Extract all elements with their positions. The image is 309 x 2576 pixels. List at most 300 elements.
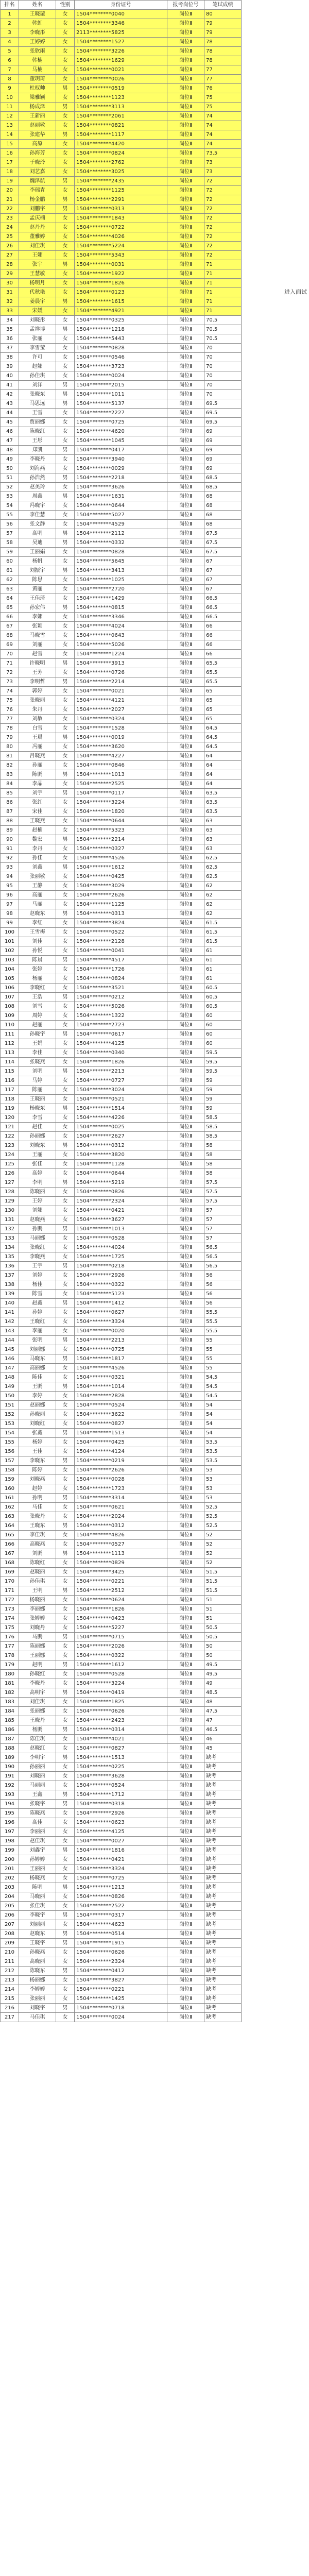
row-rank: 176 xyxy=(1,1633,19,1642)
table-row xyxy=(1,733,281,742)
row-rank: 207 xyxy=(1,1920,19,1929)
row-name: 马楠 xyxy=(19,65,56,75)
row-post: 岗位Ⅱ xyxy=(167,1623,204,1633)
row-score: 缺考 xyxy=(204,1790,242,1800)
row-name: 陈思 xyxy=(19,575,56,585)
row-note-cell xyxy=(242,668,281,677)
row-rank: 146 xyxy=(1,1354,19,1364)
row-rank: 23 xyxy=(1,214,19,223)
row-post: 岗位Ⅱ xyxy=(167,427,204,436)
row-post: 岗位Ⅱ xyxy=(167,928,204,937)
row-name: 刘鹏 xyxy=(19,1549,56,1558)
row-name: 杨晓燕 xyxy=(19,1874,56,1883)
row-rank: 174 xyxy=(1,1614,19,1623)
row-gender: 男 xyxy=(56,659,75,668)
row-name: 陈佳 xyxy=(19,1373,56,1382)
row-score: 74 xyxy=(204,112,242,121)
row-rank: 78 xyxy=(1,724,19,733)
row-id-number: 1504********2512 xyxy=(75,1586,167,1596)
row-gender: 男 xyxy=(56,770,75,779)
row-note-cell xyxy=(242,585,281,594)
row-rank: 73 xyxy=(1,677,19,687)
row-gender: 女 xyxy=(56,1206,75,1215)
row-post: 岗位Ⅱ xyxy=(167,1855,204,1865)
row-id-number: 1504********0322 xyxy=(75,1280,167,1290)
table-row xyxy=(1,232,281,242)
row-gender: 男 xyxy=(56,863,75,872)
row-rank: 157 xyxy=(1,1456,19,1466)
row-gender: 女 xyxy=(56,817,75,826)
row-id-number: 1504********2423 xyxy=(75,1716,167,1725)
table-row xyxy=(1,1735,281,1744)
row-note-cell xyxy=(242,1373,281,1382)
row-post: 岗位Ⅱ xyxy=(167,789,204,798)
table-row xyxy=(1,1772,281,1781)
row-id-number: 1504********3627 xyxy=(75,1215,167,1225)
row-post: 岗位Ⅱ xyxy=(167,946,204,956)
row-gender: 女 xyxy=(56,242,75,251)
row-gender: 女 xyxy=(56,371,75,381)
row-note-cell xyxy=(242,1382,281,1392)
row-id-number: 1504********4826 xyxy=(75,1531,167,1540)
row-id-number: 1504********3324 xyxy=(75,1865,167,1874)
row-gender: 女 xyxy=(56,1039,75,1048)
row-id-number: 1504********2926 xyxy=(75,1809,167,1818)
row-id-number: 1504********0312 xyxy=(75,1141,167,1150)
row-note-cell xyxy=(242,1401,281,1410)
row-id-number: 1504********4026 xyxy=(75,232,167,242)
row-gender: 女 xyxy=(56,464,75,473)
row-name: 陈雪 xyxy=(19,1290,56,1299)
row-id-number: 1504********1820 xyxy=(75,807,167,817)
row-score: 72 xyxy=(204,232,242,242)
row-id-number: 1504********0846 xyxy=(75,761,167,770)
row-note-cell xyxy=(242,1892,281,1902)
row-id-number: 1504********3827 xyxy=(75,1976,167,1985)
row-id-number: 1504********0726 xyxy=(75,668,167,677)
row-name: 王芳 xyxy=(19,668,56,677)
row-post: 岗位Ⅱ xyxy=(167,473,204,483)
row-rank: 35 xyxy=(1,325,19,334)
row-post: 岗位Ⅱ xyxy=(167,557,204,566)
row-name: 王慧敏 xyxy=(19,269,56,279)
row-post: 岗位Ⅱ xyxy=(167,1030,204,1039)
row-name: 董雅婷 xyxy=(19,232,56,242)
row-post: 岗位Ⅱ xyxy=(167,511,204,520)
row-id-number: 1504********1224 xyxy=(75,650,167,659)
row-name: 张明 xyxy=(19,1336,56,1345)
table-row xyxy=(1,650,281,659)
row-name: 刘敏 xyxy=(19,715,56,724)
row-gender: 女 xyxy=(56,1058,75,1067)
row-score: 71 xyxy=(204,260,242,269)
row-score: 56 xyxy=(204,1290,242,1299)
row-name: 张佳 xyxy=(19,1160,56,1169)
table-row xyxy=(1,1178,281,1188)
row-id-number: 1504********3940 xyxy=(75,455,167,464)
row-score: 72 xyxy=(204,177,242,186)
row-post: 岗位Ⅱ xyxy=(167,1466,204,1475)
row-name: 张鑫 xyxy=(19,1429,56,1438)
row-post: 岗位Ⅱ xyxy=(167,1419,204,1429)
row-name: 赵鑫 xyxy=(19,1299,56,1308)
row-score: 77 xyxy=(204,65,242,75)
row-name: 王晓丽 xyxy=(19,1095,56,1104)
row-rank: 124 xyxy=(1,1150,19,1160)
row-id-number: 1504********5219 xyxy=(75,1178,167,1188)
row-score: 51 xyxy=(204,1614,242,1623)
table-row xyxy=(1,1299,281,1308)
row-score: 79 xyxy=(204,19,242,28)
row-note-cell xyxy=(242,520,281,529)
row-score: 71 xyxy=(204,279,242,288)
row-post: 岗位Ⅱ xyxy=(167,1605,204,1614)
row-name: 赵晓东 xyxy=(19,909,56,919)
row-name: 李雪 xyxy=(19,1113,56,1123)
row-name: 李晓丹 xyxy=(19,455,56,464)
row-id-number: 1504********0419 xyxy=(75,1688,167,1698)
row-post: 岗位Ⅱ xyxy=(167,10,204,19)
row-rank: 140 xyxy=(1,1299,19,1308)
row-gender: 男 xyxy=(56,566,75,575)
row-name: 刘丽丽 xyxy=(19,1920,56,1929)
row-post: 岗位Ⅱ xyxy=(167,1772,204,1781)
row-note-cell xyxy=(242,1243,281,1252)
row-gender: 女 xyxy=(56,1188,75,1197)
table-row xyxy=(1,56,281,65)
row-id-number: 1504********0425 xyxy=(75,872,167,882)
row-score: 56 xyxy=(204,1280,242,1290)
row-post: 岗位Ⅱ xyxy=(167,1800,204,1809)
row-post: 岗位Ⅱ xyxy=(167,1781,204,1790)
row-note-cell xyxy=(242,455,281,464)
row-score: 缺考 xyxy=(204,1827,242,1837)
row-rank: 215 xyxy=(1,1994,19,2004)
row-note-cell xyxy=(242,1735,281,1744)
row-rank: 205 xyxy=(1,1902,19,1911)
row-name: 张建华 xyxy=(19,130,56,140)
table-row xyxy=(1,668,281,677)
row-rank: 147 xyxy=(1,1364,19,1373)
row-post: 岗位Ⅱ xyxy=(167,56,204,65)
row-score: 缺考 xyxy=(204,1929,242,1939)
row-note-cell xyxy=(242,1698,281,1707)
row-score: 52 xyxy=(204,1540,242,1549)
row-note-cell xyxy=(242,511,281,520)
table-row xyxy=(1,1141,281,1150)
row-name: 刘鑫 xyxy=(19,863,56,872)
row-rank: 136 xyxy=(1,1262,19,1271)
row-score: 57 xyxy=(204,1234,242,1243)
row-rank: 213 xyxy=(1,1976,19,1985)
row-gender: 女 xyxy=(56,1234,75,1243)
row-name: 刘鹏宇 xyxy=(19,205,56,214)
row-note-cell xyxy=(242,937,281,946)
table-row xyxy=(1,946,281,956)
row-gender: 男 xyxy=(56,733,75,742)
row-post: 岗位Ⅱ xyxy=(167,381,204,390)
row-post: 岗位Ⅱ xyxy=(167,1141,204,1150)
row-name: 赵晓东 xyxy=(19,1929,56,1939)
row-post: 岗位Ⅱ xyxy=(167,483,204,492)
row-note-cell xyxy=(242,1558,281,1568)
row-note-cell xyxy=(242,882,281,891)
row-note-cell xyxy=(242,75,281,84)
row-gender: 女 xyxy=(56,75,75,84)
row-post: 岗位Ⅱ xyxy=(167,1123,204,1132)
row-id-number: 1504********5137 xyxy=(75,399,167,409)
row-gender: 女 xyxy=(56,427,75,436)
row-note-cell xyxy=(242,1512,281,1521)
row-post: 岗位Ⅱ xyxy=(167,900,204,909)
row-gender: 男 xyxy=(56,1911,75,1920)
row-score: 64 xyxy=(204,761,242,770)
row-id-number: 1504********0826 xyxy=(75,1892,167,1902)
row-name: 陈丽娜 xyxy=(19,1642,56,1651)
row-gender: 女 xyxy=(56,1280,75,1290)
row-id-number: 1504********0332 xyxy=(75,538,167,548)
row-note-cell xyxy=(242,854,281,863)
row-name: 李晓宇 xyxy=(19,1911,56,1920)
row-name: 杨佳 xyxy=(19,1280,56,1290)
table-row xyxy=(1,1540,281,1549)
row-score: 51 xyxy=(204,1596,242,1605)
row-post: 岗位Ⅱ xyxy=(167,1178,204,1188)
row-name: 刘晓燕 xyxy=(19,1475,56,1484)
row-score: 53.5 xyxy=(204,1456,242,1466)
table-row xyxy=(1,19,281,28)
row-id-number: 1504********0040 xyxy=(75,10,167,19)
row-gender: 女 xyxy=(56,1364,75,1373)
row-score: 67 xyxy=(204,575,242,585)
row-note-cell xyxy=(242,483,281,492)
row-gender: 女 xyxy=(56,1855,75,1865)
row-post: 岗位Ⅱ xyxy=(167,613,204,622)
row-gender: 女 xyxy=(56,1698,75,1707)
row-name: 王晓宇 xyxy=(19,1939,56,1948)
table-row xyxy=(1,492,281,501)
row-name: 刘佳 xyxy=(19,937,56,946)
row-name: 王静 xyxy=(19,882,56,891)
row-note-cell xyxy=(242,38,281,47)
row-gender: 女 xyxy=(56,1642,75,1651)
row-note-cell xyxy=(242,65,281,75)
row-name: 刘艺嘉 xyxy=(19,167,56,177)
row-gender: 男 xyxy=(56,205,75,214)
row-post: 岗位Ⅱ xyxy=(167,1558,204,1568)
row-post: 岗位Ⅱ xyxy=(167,214,204,223)
row-name: 孙晓宇 xyxy=(19,1030,56,1039)
table-row xyxy=(1,909,281,919)
row-name: 孙丽娜 xyxy=(19,1132,56,1141)
row-post: 岗位Ⅱ xyxy=(167,492,204,501)
row-post: 岗位Ⅱ xyxy=(167,1948,204,1957)
table-row xyxy=(1,993,281,1002)
row-score: 缺考 xyxy=(204,1762,242,1772)
row-post: 岗位Ⅱ xyxy=(167,325,204,334)
row-rank: 109 xyxy=(1,1011,19,1021)
row-note-cell xyxy=(242,1215,281,1225)
row-id-number: 1504********0528 xyxy=(75,1670,167,1679)
row-score: 78 xyxy=(204,47,242,56)
row-post: 岗位Ⅱ xyxy=(167,47,204,56)
row-score: 67.5 xyxy=(204,538,242,548)
row-score: 62.5 xyxy=(204,863,242,872)
row-name: 李晓丹 xyxy=(19,1679,56,1688)
row-note-cell xyxy=(242,1902,281,1911)
row-score: 60.5 xyxy=(204,984,242,993)
row-note-cell xyxy=(242,103,281,112)
row-score: 缺考 xyxy=(204,1994,242,2004)
row-gender: 女 xyxy=(56,1327,75,1336)
row-note-cell xyxy=(242,1484,281,1494)
row-rank: 126 xyxy=(1,1169,19,1178)
row-score: 54 xyxy=(204,1410,242,1419)
row-gender: 男 xyxy=(56,1067,75,1076)
table-row xyxy=(1,538,281,548)
row-id-number: 1504********4226 xyxy=(75,1113,167,1123)
row-name: 刘晓红 xyxy=(19,1419,56,1429)
row-rank: 153 xyxy=(1,1419,19,1429)
row-post: 岗位Ⅱ xyxy=(167,779,204,789)
header-rank: 排名 xyxy=(1,1,19,10)
row-score: 59 xyxy=(204,1095,242,1104)
row-id-number: 1504********1826 xyxy=(75,279,167,288)
row-post: 岗位Ⅱ xyxy=(167,316,204,325)
row-name: 黄丽 xyxy=(19,585,56,594)
row-note-cell xyxy=(242,1883,281,1892)
row-score: 63 xyxy=(204,835,242,844)
table-row xyxy=(1,1317,281,1327)
table-row xyxy=(1,640,281,650)
row-rank: 2 xyxy=(1,19,19,28)
row-name: 姜晨宇 xyxy=(19,297,56,307)
row-score: 58 xyxy=(204,1150,242,1160)
table-row xyxy=(1,214,281,223)
row-gender: 男 xyxy=(56,2004,75,2013)
row-note-cell xyxy=(242,47,281,56)
row-gender: 女 xyxy=(56,937,75,946)
row-note-cell xyxy=(242,1456,281,1466)
row-rank: 184 xyxy=(1,1707,19,1716)
row-post: 岗位Ⅱ xyxy=(167,279,204,288)
row-name: 刘丽 xyxy=(19,640,56,650)
row-gender: 女 xyxy=(56,1475,75,1484)
row-id-number: 1504********2435 xyxy=(75,177,167,186)
row-note-cell xyxy=(242,149,281,158)
table-row xyxy=(1,1206,281,1215)
row-name: 王丽丽 xyxy=(19,1865,56,1874)
row-post: 岗位Ⅱ xyxy=(167,149,204,158)
row-note-cell xyxy=(242,844,281,854)
row-note-cell xyxy=(242,205,281,214)
row-note-cell xyxy=(242,1011,281,1021)
row-post: 岗位Ⅱ xyxy=(167,1911,204,1920)
row-rank: 101 xyxy=(1,937,19,946)
row-gender: 女 xyxy=(56,334,75,344)
row-id-number: 1504********2828 xyxy=(75,1392,167,1401)
row-id-number: 1504********4526 xyxy=(75,1364,167,1373)
table-row xyxy=(1,1911,281,1920)
row-score: 65 xyxy=(204,687,242,696)
row-name: 刘鑫宇 xyxy=(19,1846,56,1855)
row-note-cell xyxy=(242,325,281,334)
row-post: 岗位Ⅱ xyxy=(167,1688,204,1698)
row-post: 岗位Ⅱ xyxy=(167,733,204,742)
interview-note: 进入面试 xyxy=(284,289,307,295)
row-post: 岗位Ⅱ xyxy=(167,334,204,344)
row-score: 64 xyxy=(204,770,242,779)
row-name: 孙海芳 xyxy=(19,149,56,158)
row-name: 马丽丽 xyxy=(19,1781,56,1790)
row-score: 70 xyxy=(204,353,242,362)
row-gender: 女 xyxy=(56,872,75,882)
row-post: 岗位Ⅱ xyxy=(167,1271,204,1280)
row-post: 岗位Ⅱ xyxy=(167,84,204,93)
row-id-number: 1504********4420 xyxy=(75,140,167,149)
row-id-number: 1504********2213 xyxy=(75,1067,167,1076)
row-id-number: 1504********2626 xyxy=(75,891,167,900)
row-id-number: 2113********5825 xyxy=(75,28,167,38)
row-name: 刘娜 xyxy=(19,1206,56,1215)
row-gender: 女 xyxy=(56,1419,75,1429)
row-score: 78 xyxy=(204,56,242,65)
row-post: 岗位Ⅱ xyxy=(167,1892,204,1902)
row-post: 岗位Ⅱ xyxy=(167,1790,204,1800)
row-name: 杨丽娜 xyxy=(19,1976,56,1985)
row-id-number: 1504********3224 xyxy=(75,798,167,807)
table-row xyxy=(1,28,281,38)
row-note-cell xyxy=(242,974,281,984)
row-score: 缺考 xyxy=(204,1874,242,1883)
row-rank: 50 xyxy=(1,464,19,473)
row-score: 66.5 xyxy=(204,603,242,613)
row-id-number: 1504********5323 xyxy=(75,826,167,835)
row-note-cell xyxy=(242,1132,281,1141)
row-rank: 39 xyxy=(1,362,19,371)
row-post: 岗位Ⅱ xyxy=(167,1929,204,1939)
row-post: 岗位Ⅱ xyxy=(167,418,204,427)
row-post: 岗位Ⅱ xyxy=(167,65,204,75)
row-gender: 女 xyxy=(56,1197,75,1206)
row-name: 张欣雨 xyxy=(19,47,56,56)
row-note-cell xyxy=(242,158,281,167)
score-table-body xyxy=(1,1,281,2022)
row-gender: 女 xyxy=(56,1345,75,1354)
row-id-number: 1504********0024 xyxy=(75,371,167,381)
row-rank: 44 xyxy=(1,409,19,418)
row-name: 王晓燕 xyxy=(19,817,56,826)
row-id-number: 1504********0021 xyxy=(75,687,167,696)
row-gender: 女 xyxy=(56,594,75,603)
row-id-number: 1504********0024 xyxy=(75,2013,167,2022)
row-rank: 177 xyxy=(1,1642,19,1651)
row-id-number: 1504********0824 xyxy=(75,974,167,984)
row-name: 赵明 xyxy=(19,1660,56,1670)
row-score: 64 xyxy=(204,779,242,789)
table-row xyxy=(1,325,281,334)
row-name: 张文静 xyxy=(19,520,56,529)
row-rank: 150 xyxy=(1,1392,19,1401)
row-rank: 199 xyxy=(1,1846,19,1855)
row-score: 46.5 xyxy=(204,1725,242,1735)
row-post: 岗位Ⅱ xyxy=(167,1818,204,1827)
row-id-number: 1504********1612 xyxy=(75,863,167,872)
table-row xyxy=(1,817,281,826)
row-score: 缺考 xyxy=(204,1985,242,1994)
row-gender: 男 xyxy=(56,260,75,269)
row-gender: 女 xyxy=(56,1132,75,1141)
